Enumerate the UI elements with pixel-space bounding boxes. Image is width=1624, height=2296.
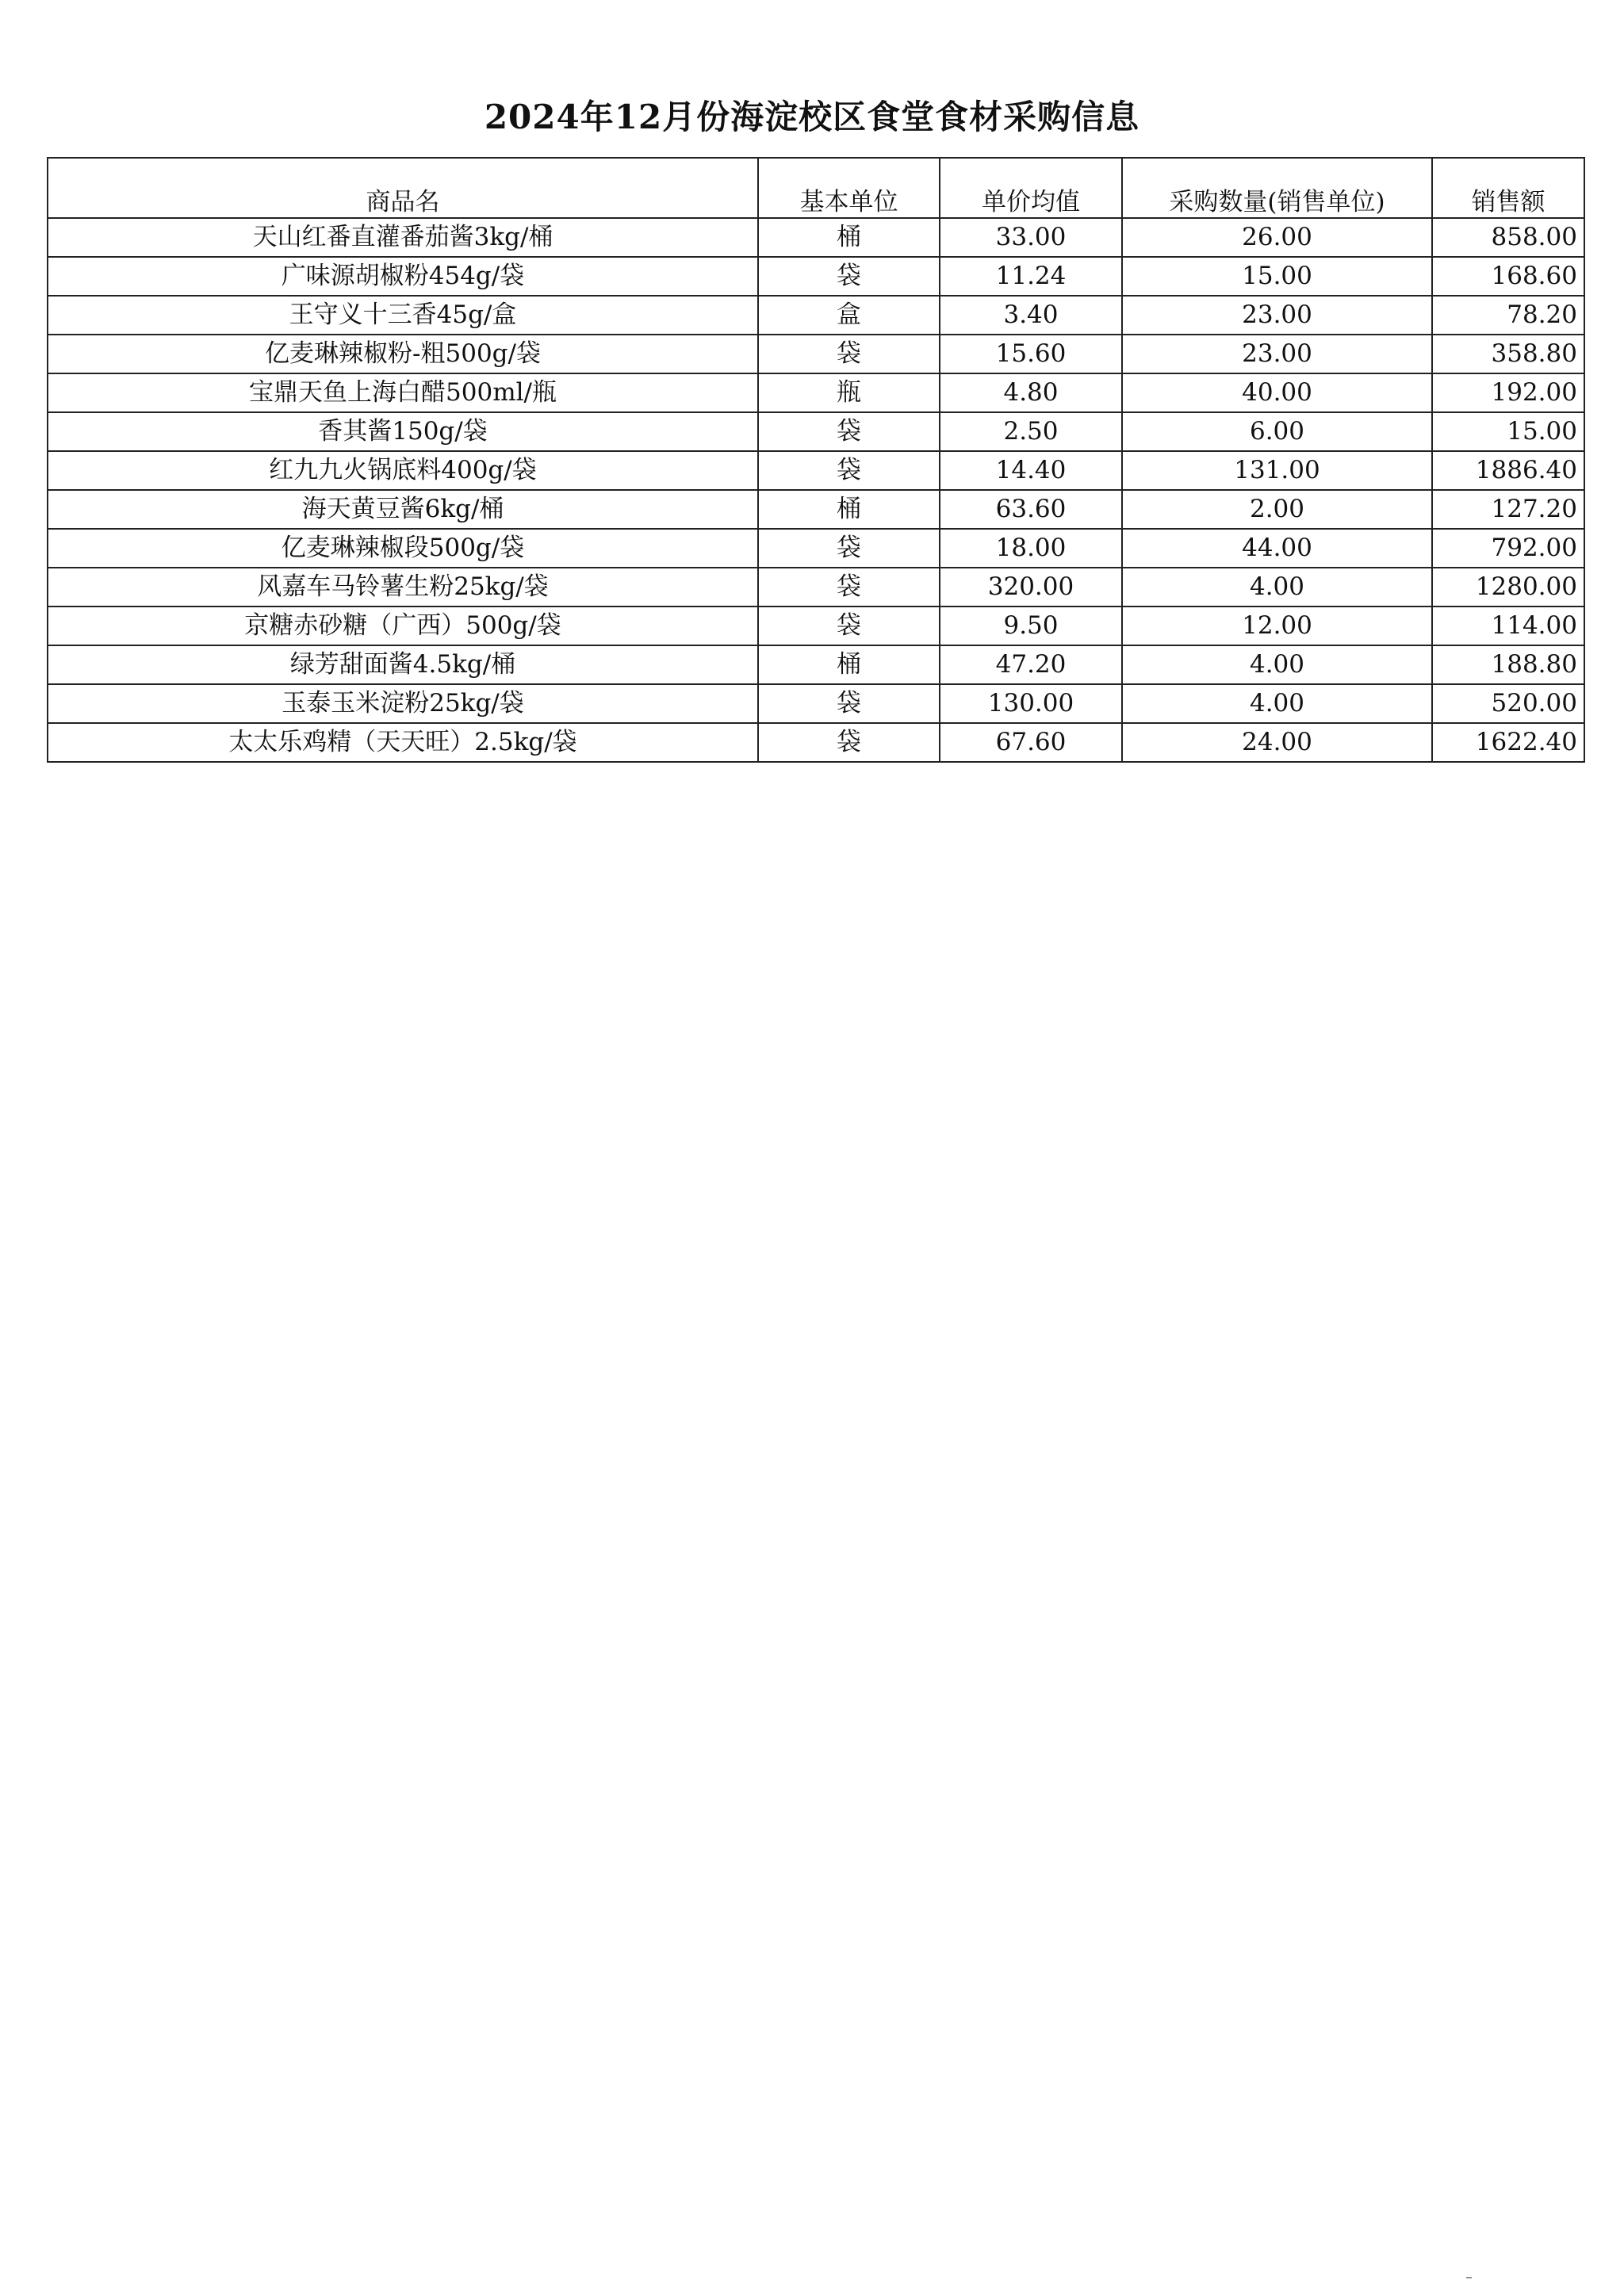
cell-purchase-qty: 23.00 [1122, 335, 1432, 373]
cell-avg-price: 63.60 [940, 490, 1122, 529]
cell-product-name: 宝鼎天鱼上海白醋500ml/瓶 [48, 373, 758, 412]
cell-base-unit: 袋 [758, 335, 940, 373]
cell-base-unit: 桶 [758, 645, 940, 684]
header-product-name: 商品名 [48, 158, 758, 218]
cell-sales-amount: 1886.40 [1432, 451, 1584, 490]
cell-avg-price: 47.20 [940, 645, 1122, 684]
cell-base-unit: 袋 [758, 568, 940, 607]
cell-purchase-qty: 2.00 [1122, 490, 1432, 529]
cell-avg-price: 2.50 [940, 412, 1122, 451]
cell-product-name: 风嘉车马铃薯生粉25kg/袋 [48, 568, 758, 607]
table-row [48, 451, 1584, 490]
cell-sales-amount: 1280.00 [1432, 568, 1584, 607]
table-row [48, 490, 1584, 529]
page-footer-mark: – [1465, 2269, 1473, 2286]
cell-purchase-qty: 4.00 [1122, 645, 1432, 684]
cell-avg-price: 67.60 [940, 723, 1122, 762]
table-row [48, 335, 1584, 373]
cell-base-unit: 袋 [758, 684, 940, 723]
cell-sales-amount: 114.00 [1432, 607, 1584, 645]
cell-sales-amount: 168.60 [1432, 257, 1584, 296]
page-title: 2024年12月份海淀校区食堂食材采购信息 [484, 98, 1140, 136]
table-row [48, 412, 1584, 451]
cell-product-name: 京糖赤砂糖（广西）500g/袋 [48, 607, 758, 645]
table-row [48, 684, 1584, 723]
cell-purchase-qty: 4.00 [1122, 684, 1432, 723]
cell-purchase-qty: 44.00 [1122, 529, 1432, 568]
cell-avg-price: 130.00 [940, 684, 1122, 723]
cell-base-unit: 瓶 [758, 373, 940, 412]
cell-purchase-qty: 40.00 [1122, 373, 1432, 412]
cell-sales-amount: 1622.40 [1432, 723, 1584, 762]
cell-sales-amount: 858.00 [1432, 218, 1584, 257]
table-row [48, 257, 1584, 296]
cell-product-name: 香其酱150g/袋 [48, 412, 758, 451]
cell-product-name: 天山红番直灌番茄酱3kg/桶 [48, 218, 758, 257]
cell-sales-amount: 520.00 [1432, 684, 1584, 723]
cell-avg-price: 11.24 [940, 257, 1122, 296]
cell-base-unit: 袋 [758, 529, 940, 568]
cell-base-unit: 袋 [758, 451, 940, 490]
cell-avg-price: 3.40 [940, 296, 1122, 335]
table-row [48, 373, 1584, 412]
cell-product-name: 亿麦琳辣椒粉-粗500g/袋 [48, 335, 758, 373]
cell-product-name: 亿麦琳辣椒段500g/袋 [48, 529, 758, 568]
cell-sales-amount: 15.00 [1432, 412, 1584, 451]
table-row [48, 723, 1584, 762]
cell-purchase-qty: 24.00 [1122, 723, 1432, 762]
cell-purchase-qty: 12.00 [1122, 607, 1432, 645]
cell-base-unit: 桶 [758, 218, 940, 257]
header-sales-amount: 销售额 [1432, 158, 1584, 218]
cell-purchase-qty: 26.00 [1122, 218, 1432, 257]
cell-product-name: 海天黄豆酱6kg/桶 [48, 490, 758, 529]
cell-avg-price: 15.60 [940, 335, 1122, 373]
cell-avg-price: 33.00 [940, 218, 1122, 257]
cell-base-unit: 桶 [758, 490, 940, 529]
cell-product-name: 广味源胡椒粉454g/袋 [48, 257, 758, 296]
cell-purchase-qty: 4.00 [1122, 568, 1432, 607]
header-base-unit: 基本单位 [758, 158, 940, 218]
cell-sales-amount: 792.00 [1432, 529, 1584, 568]
cell-base-unit: 袋 [758, 607, 940, 645]
cell-sales-amount: 127.20 [1432, 490, 1584, 529]
cell-product-name: 红九九火锅底料400g/袋 [48, 451, 758, 490]
cell-base-unit: 袋 [758, 723, 940, 762]
cell-avg-price: 9.50 [940, 607, 1122, 645]
cell-product-name: 绿芳甜面酱4.5kg/桶 [48, 645, 758, 684]
cell-purchase-qty: 131.00 [1122, 451, 1432, 490]
header-purchase-qty: 采购数量(销售单位) [1122, 158, 1432, 218]
cell-avg-price: 320.00 [940, 568, 1122, 607]
cell-sales-amount: 188.80 [1432, 645, 1584, 684]
cell-product-name: 太太乐鸡精（天天旺）2.5kg/袋 [48, 723, 758, 762]
table-row [48, 607, 1584, 645]
table-row [48, 568, 1584, 607]
purchase-table [47, 157, 1585, 763]
table-body [48, 218, 1584, 762]
cell-base-unit: 盒 [758, 296, 940, 335]
cell-product-name: 王守义十三香45g/盒 [48, 296, 758, 335]
cell-purchase-qty: 23.00 [1122, 296, 1432, 335]
cell-purchase-qty: 6.00 [1122, 412, 1432, 451]
table-row [48, 218, 1584, 257]
cell-base-unit: 袋 [758, 412, 940, 451]
cell-product-name: 玉泰玉米淀粉25kg/袋 [48, 684, 758, 723]
table-row [48, 529, 1584, 568]
cell-sales-amount: 78.20 [1432, 296, 1584, 335]
table-header-row [48, 158, 1584, 218]
cell-avg-price: 14.40 [940, 451, 1122, 490]
cell-avg-price: 18.00 [940, 529, 1122, 568]
header-avg-price: 单价均值 [940, 158, 1122, 218]
cell-base-unit: 袋 [758, 257, 940, 296]
table-row [48, 296, 1584, 335]
cell-sales-amount: 192.00 [1432, 373, 1584, 412]
cell-sales-amount: 358.80 [1432, 335, 1584, 373]
cell-purchase-qty: 15.00 [1122, 257, 1432, 296]
table-row [48, 645, 1584, 684]
cell-avg-price: 4.80 [940, 373, 1122, 412]
